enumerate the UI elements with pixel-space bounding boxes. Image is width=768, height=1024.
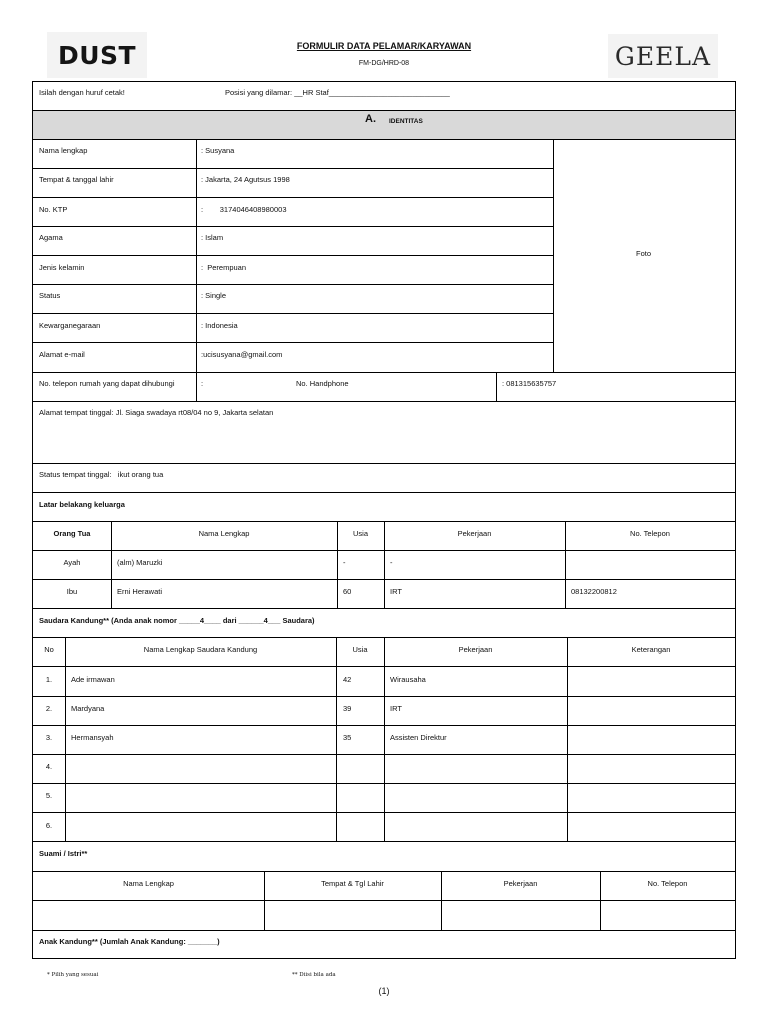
row-line (32, 372, 736, 373)
sibling-age[interactable]: 35 (343, 733, 352, 742)
value-citizenship[interactable]: : Indonesia (201, 321, 238, 330)
section-title: IDENTITAS (389, 118, 423, 125)
th-parent-job: Pekerjaan (457, 529, 492, 538)
row-line (32, 168, 553, 169)
sibling-no: 6. (45, 821, 53, 830)
section-band (33, 111, 735, 139)
parent-age[interactable]: 60 (343, 587, 352, 596)
position-applied[interactable]: Posisi yang dilamar: __HR Staf_____________________________ (225, 88, 450, 97)
row-line (32, 226, 553, 227)
th-spouse-job: Pekerjaan (503, 879, 538, 888)
form-code: FM-DG/HRD-08 (358, 60, 410, 67)
children-section-title: Anak Kandung** (Jumlah Anak Kandung: _______) (39, 937, 220, 946)
parent-name[interactable]: Erni Herawati (117, 587, 163, 596)
row-line (32, 255, 553, 256)
value-gender[interactable]: : Perempuan (201, 263, 247, 272)
label-ktp: No. KTP (39, 205, 68, 214)
row-line (32, 841, 736, 842)
value-status[interactable]: : Single (201, 291, 227, 300)
row-line (32, 608, 736, 609)
sibling-no: 2. (45, 704, 53, 713)
sibling-name[interactable]: Mardyana (71, 704, 105, 713)
logo-dust (47, 32, 147, 78)
parent-name[interactable]: (alm) Maruzki (117, 558, 163, 567)
form-title: FORMULIR DATA PELAMAR/KARYAWAN (296, 41, 472, 51)
sibling-job[interactable]: Assisten Direktur (390, 733, 447, 742)
sibling-age[interactable]: 39 (343, 704, 352, 713)
sibling-no: 3. (45, 733, 53, 742)
th-sibling-name: Nama Lengkap Saudara Kandung (143, 645, 258, 654)
row-line (32, 139, 736, 140)
parent-phone[interactable]: 08132200812 (571, 587, 617, 596)
address-field[interactable]: Alamat tempat tinggal: Jl. Siaga swadaya rt08/04 no 9, Jakarta selatan (39, 408, 274, 417)
row-line (32, 284, 553, 285)
label-gender: Jenis kelamin (39, 263, 85, 272)
footnote-optional: ** Diisi bila ada (292, 972, 336, 978)
row-line (32, 197, 553, 198)
row-line (32, 900, 736, 901)
th-parent-age: Usia (352, 529, 368, 538)
row-line (32, 930, 736, 931)
photo-box: Foto (636, 249, 652, 258)
col-line (65, 637, 66, 841)
sibling-job[interactable]: IRT (390, 704, 402, 713)
col-line (336, 637, 337, 841)
row-line (32, 492, 736, 493)
label-status: Status (39, 291, 61, 300)
th-sibling-age: Usia (352, 645, 368, 654)
sibling-age[interactable]: 42 (343, 675, 352, 684)
value-religion[interactable]: : Islam (201, 233, 224, 242)
row-line (32, 110, 736, 111)
family-section-title: Latar belakang keluarga (39, 500, 125, 509)
logo-geela-text: GEELA (614, 41, 712, 71)
th-spouse-phone: No. Telepon (647, 879, 688, 888)
th-spouse-name: Nama Lengkap (123, 879, 174, 888)
value-full-name[interactable]: : Susyana (201, 146, 235, 155)
th-parent-name: Nama Lengkap (198, 529, 250, 538)
logo-geela (608, 34, 718, 78)
parent-job[interactable]: - (390, 558, 393, 567)
sibling-name[interactable]: Ade irmawan (71, 675, 115, 684)
sibling-no: 4. (45, 762, 53, 771)
label-email: Alamat e-mail (39, 350, 85, 359)
th-sibling-no: No (44, 645, 54, 654)
label-home-phone: No. telepon rumah yang dapat dihubungi (39, 379, 175, 388)
parent-role: Ayah (63, 558, 81, 567)
row-line (32, 463, 736, 464)
th-sibling-job: Pekerjaan (458, 645, 493, 654)
spouse-section-title: Suami / Istri** (39, 849, 88, 858)
col-line (384, 637, 385, 841)
sibling-no: 5. (45, 791, 53, 800)
th-spouse-birth: Tempat & Tgl Lahir (321, 879, 384, 888)
instruction-text: Isilah dengan huruf cetak! (39, 88, 125, 97)
row-line (32, 401, 736, 402)
label-handphone: No. Handphone (296, 379, 349, 388)
value-birth[interactable]: : Jakarta, 24 Agutsus 1998 (201, 175, 290, 184)
sibling-no: 1. (45, 675, 53, 684)
parent-role: Ibu (66, 587, 78, 596)
sibling-name[interactable]: Hermansyah (71, 733, 114, 742)
col-line (196, 139, 197, 372)
value-handphone[interactable]: : 081315635757 (502, 379, 557, 388)
label-religion: Agama (39, 233, 63, 242)
parent-age[interactable]: - (343, 558, 346, 567)
col-line (567, 637, 568, 841)
row-line (32, 871, 736, 872)
value-email[interactable]: :ucisusyana@gmail.com (201, 350, 283, 359)
th-sibling-note: Keterangan (631, 645, 671, 654)
logo-dust-text: DUST (57, 40, 137, 70)
label-birth: Tempat & tanggal lahir (39, 175, 114, 184)
parent-job[interactable]: IRT (390, 587, 402, 596)
value-home-phone[interactable]: : (201, 379, 204, 388)
th-parent: Orang Tua (53, 529, 91, 538)
section-letter: A. (365, 113, 376, 125)
label-full-name: Nama lengkap (39, 146, 88, 155)
col-line (553, 139, 554, 372)
siblings-section-title: Saudara Kandung** (Anda anak nomor _____4____ dari ______4___ Saudara) (39, 616, 315, 625)
th-parent-phone: No. Telepon (630, 529, 670, 538)
footnote-select: * Pilih yang sesuai (47, 972, 99, 978)
sibling-job[interactable]: Wirausaha (390, 675, 426, 684)
label-citizenship: Kewarganegaraan (39, 321, 101, 330)
row-line (32, 342, 553, 343)
col-line (196, 372, 197, 401)
residence-status[interactable]: Status tempat tinggal: ikut orang tua (39, 470, 164, 479)
value-ktp[interactable]: : 3174046408980003 (201, 205, 287, 214)
page-number: (1) (378, 986, 390, 996)
col-line (496, 372, 497, 401)
row-line (32, 313, 553, 314)
